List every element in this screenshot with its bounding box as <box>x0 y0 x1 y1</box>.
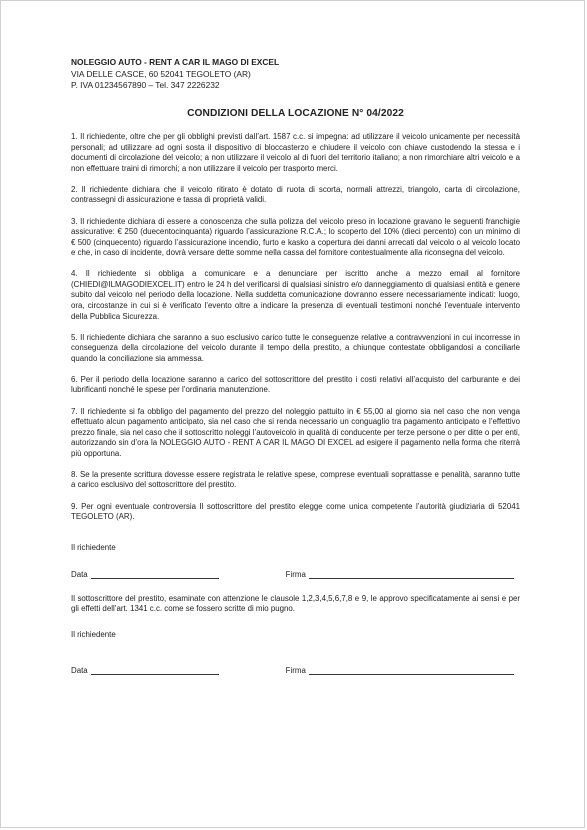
signature-row-1 <box>71 567 520 579</box>
date-line-1[interactable] <box>91 570 219 579</box>
sign-label-1: Firma <box>285 569 306 579</box>
company-name: NOLEGGIO AUTO - RENT A CAR IL MAGO DI EXCEL <box>71 57 280 67</box>
signature-line-1[interactable] <box>309 570 514 579</box>
company-address: VIA DELLE CASCE, 60 52041 TEGOLETO (AR) <box>71 68 251 79</box>
date-label-2: Data <box>71 665 88 675</box>
signature-row-2 <box>71 663 520 675</box>
clause-5: 5. Il richiedente dichiara che saranno a suo esclusivo carico tutte le conseguenze relative a contravvenzioni in cui incorresse in conseguenza della circolazione del veicolo durante il tempo della prestito, a chiunque contestate obbligandosi a conciliarle quando la conciliazione sia ammessa. <box>71 332 520 363</box>
document-content <box>71 57 520 675</box>
company-vat-tel: P. IVA 01234567890 – Tel. 347 2226232 <box>71 80 220 91</box>
clause-2: 2. Il richiedente dichiara che il veicolo ritirato è dotato di ruota di scorta, normali attrezzi, triangolo, carta di circolazione, contrassegni di assicurazione e tassa di proprietà validi. <box>71 184 520 205</box>
signature-label-1: Il richiedente <box>71 542 116 552</box>
date-label-1: Data <box>71 569 88 579</box>
signature-label-2: Il richiedente <box>71 629 116 639</box>
sign-label-2: Firma <box>285 665 306 675</box>
clause-8: 8. Se la presente scrittura dovesse essere registrata le relative spese, comprese eventuali soprattasse e penalità, saranno tutte a carico esclusivo del sottoscrittore del prestito. <box>71 469 520 490</box>
approval-text: Il sottoscrittore del prestito, esaminate con attenzione le clausole 1,2,3,4,5,6,7,8 e 9, le approvo specificatamente ai sensi e per gli effetti dell’art. 1341 c.c. come se fossero scritte di mio pugno. <box>71 593 520 614</box>
company-header <box>71 57 520 92</box>
clause-3: 3. Il richiedente dichiara di essere a conoscenza che sulla polizza del veicolo preso in locazione gravano le seguenti franchigie assicurative: € 250 (duecentocinquanta) riguardo l’assicurazione R.C.A.; lo scoperto del 10% (dieci percento) con un minimo di € 500 (cinquecento) riguardo l’assicurazione incendio, furto e kasko a copertura dei danni arrecati dal veicolo o al veicolo locato e che, in caso di incidente, dovrà versare dette somme nella cassa del fornitore contestualmente alla riconsegna del veicolo. <box>71 216 520 258</box>
clause-7: 7. Il richiedente si fa obbligo del pagamento del prezzo del noleggio pattuito in € 55,00 al giorno sia nel caso che non venga effettuato alcun pagamento anticipato, sia nel caso che si renda necessario un conguaglio tra pagamento anticipato e l’effettivo prezzo finale, sia nel caso che il sottoscritto noleggi l’autoveicolo in qualità di conducente per terze persone o per ditte o per enti, autorizzando sin d’ora la NOLEGGIO AUTO - RENT A CAR IL MAGO DI EXCEL ad esigere il pagamento nella forma che riterrà più opportuna. <box>71 406 520 458</box>
clause-4: 4. Il richiedente si obbliga a comunicare e a denunciare per iscritto anche a mezzo email al fornitore (CHIEDI@ILMAGODIEXCEL.IT) entro le 24 h del verificarsi di qualsiasi sinistro e/o danneggiamento di qualsiasi entità e genere subito dal veicolo nel periodo della locazione. Nella suddetta comunicazione dovranno essere necessariamente indicati: luogo, ora, circostanze in cui si è verificato l’evento oltre a indicare la presenza di eventuali testimoni nonché l’eventuale intervento della Pubblica Sicurezza. <box>71 269 520 321</box>
clause-1: 1. Il richiedente, oltre che per gli obblighi previsti dall’art. 1587 c.c. si impegna: ad utilizzare il veicolo unicamente per necessità personali; ad utilizzare ad ogni sosta il dispositivo di bloccasterzo e chiudere il veicolo con chiave custodendo la stessa e i documenti di circolazione del veicolo; a non utilizzare il veicolo al di fuori del territorio italiano; a non rimorchiare altri veicolo e a non effettuare traini di rimorchi; a non utilizzare il veicolo per trasporto merci. <box>71 132 520 173</box>
date-line-2[interactable] <box>91 666 219 675</box>
document-title: CONDIZIONI DELLA LOCAZIONE N° 04/2022 <box>187 108 404 120</box>
signature-line-2[interactable] <box>309 666 514 675</box>
clause-9: 9. Per ogni eventuale controversia Il sottoscrittore del prestito elegge come unica competente l’autorità giudiziaria di 52041 TEGOLETO (AR). <box>71 501 520 522</box>
clause-6: 6. Per il periodo della locazione saranno a carico del sottoscrittore del prestito i costi relativi all’acquisto del carburante e dei lubrificanti nonché le spese per l’ordinaria manutenzione. <box>71 374 520 395</box>
